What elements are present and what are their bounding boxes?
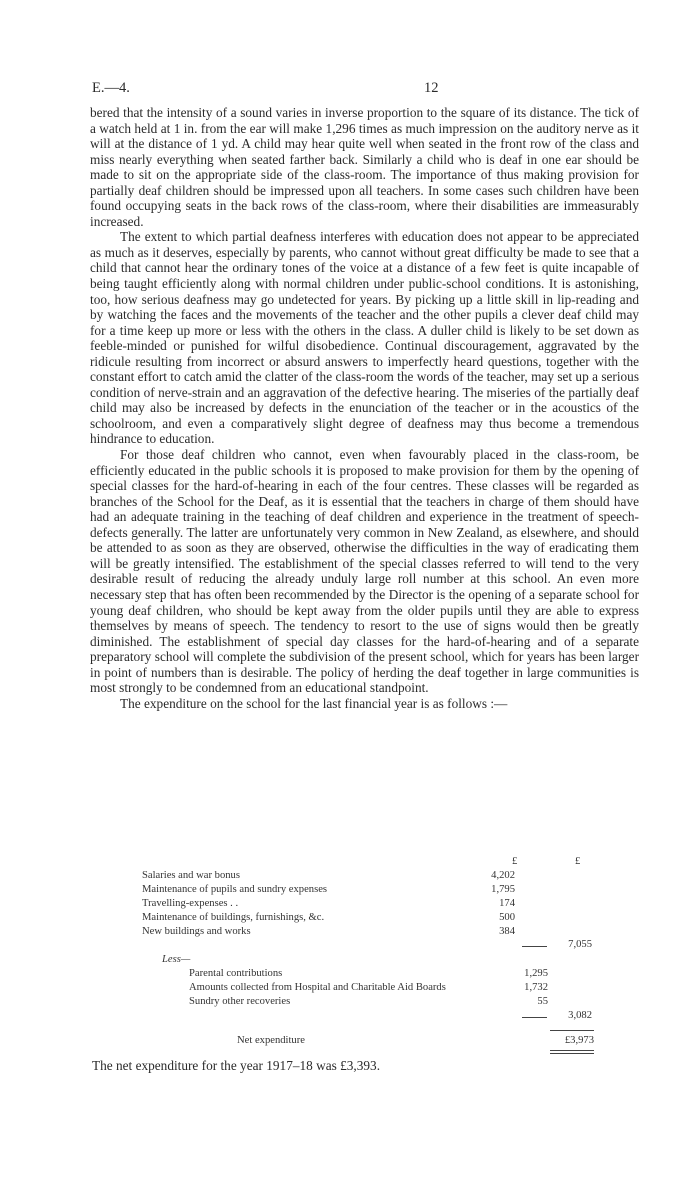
deduction-amount: 55 [537, 996, 548, 1007]
deduction-amount: 1,732 [524, 982, 548, 993]
page-number: 12 [424, 80, 439, 96]
report-reference: E.—4. [92, 80, 130, 96]
currency-header-col2: £ [575, 856, 581, 867]
double-rule-bottom [550, 1053, 594, 1054]
net-expenditure-label: Net expenditure [237, 1035, 305, 1046]
subtotal-dash [522, 1017, 547, 1018]
net-expenditure-note: The net expenditure for the year 1917–18 was £3,393. [92, 1058, 381, 1073]
double-rule-top [550, 1050, 594, 1051]
total-rule [550, 1030, 594, 1031]
expense-amount: 384 [499, 926, 515, 937]
deduction-label: Sundry other recoveries [189, 996, 291, 1007]
expense-label: Maintenance of buildings, furnishings, &c. [142, 912, 325, 923]
paragraph-expenditure-intro: The expenditure on the school for the last financial year is as follows :— [120, 695, 508, 711]
expense-amount: 1,795 [491, 884, 515, 895]
expense-amount: 500 [499, 912, 515, 923]
deduction-amount: 1,295 [524, 968, 548, 979]
deductions-total: 3,082 [568, 1010, 592, 1021]
paragraph-special-classes: For those deaf children who cannot, even when favourably placed in the class-room, be efficiently educated in the public schools it is proposed to make provision for them by the opening of special classes for the hard-of-hearing in each of the four centres. These classes will be regarded as branches of the School for the Deaf, as it is essential that the teachers in charge of them should have had an adequate training in the teaching of deaf children and experience in the treatment of speech-defects generally. The latter are unfortunately very common in New Zealand, as elsewhere, and should be attended to as soon as they are observed, otherwise the difficulties in the way of eradicating them will be greatly intensified. The establishment of the special classes referred to will tend to the very desirable result of reducing the already unduly large roll number at this school. An even more necessary step that has often been recommended by the Director is the opening of a separate school for young deaf children, who should be kept away from the older pupils until they are able to express themselves by means of speech. The tendency to resort to the use of signs would then be greatly diminished. The establishment of special day classes for the hard-of-hearing and of a separate preparatory school will complete the subdivision of the present school, which for years has been larger in point of numbers than is desirable. The policy of herding the deaf together in large communities is most strongly to be condemned from an educational standpoint. [90, 447, 639, 696]
subtotal-dash [522, 946, 547, 947]
expense-label: Travelling-expenses . . [142, 898, 239, 909]
paragraph-continuation: bered that the intensity of a sound varies in inverse proportion to the square of its distance. The tick of a watch held at 1 in. from the ear will make 1,296 times as much impression on the auditory nerve as it will at the distance of 1 yd. A child may hear quite well when seated in the front row of the class and miss nearly everything when seated farther back. Similarly a child who is deaf in one ear should be made to sit on the appropriate side of the class-room. The importance of thus making provision for partially deaf children should be impressed upon all teachers. In some cases such children have been found occupying seats in the back rows of the class-room, where their disabilities are immeasurably increased. [90, 105, 639, 229]
expense-amount: 174 [499, 898, 515, 909]
expense-amount: 4,202 [491, 870, 515, 881]
gross-total: 7,055 [568, 939, 592, 950]
expense-label: New buildings and works [142, 926, 251, 937]
net-expenditure-total: £3,973 [564, 1035, 594, 1046]
less-label: Less— [162, 954, 191, 965]
deduction-label: Amounts collected from Hospital and Charitable Aid Boards [189, 982, 446, 993]
deduction-label: Parental contributions [189, 968, 283, 979]
currency-header-col1: £ [512, 856, 518, 867]
expense-label: Salaries and war bonus [142, 870, 240, 881]
expense-label: Maintenance of pupils and sundry expenses [142, 884, 328, 895]
paragraph-partial-deafness: The extent to which partial deafness interferes with education does not appear to be appreciated as much as it deserves, especially by parents, who cannot without great difficulty be made to see that a child that cannot hear the ordinary tones of the voice at a distance of a few feet is quite incapable of being taught efficiently along with normal children under public-school conditions. It is astonishing, too, how serious deafness may go undetected for years. By picking up a little skill in lip-reading and by watching the faces and the movements of the teacher and the other pupils a clever deaf child may for a time keep up more or less with the others in the class. A duller child is likely to be set down as feeble-minded or punished for wilful disobedience. Continual discouragement, aggravated by the ridicule resulting from incorrect or absurd answers to imperfectly heard questions, together with the constant effort to catch amid the clatter of the class-room the words of the teacher, may set up a serious condition of nerve-strain and an aggravation of the defective hearing. The miseries of the partially deaf child may also be increased by defects in the enunciation of the teacher or in the acoustics of the schoolroom, and even a comparatively slight degree of deafness may thus become a tremendous hindrance to education. [90, 229, 639, 447]
